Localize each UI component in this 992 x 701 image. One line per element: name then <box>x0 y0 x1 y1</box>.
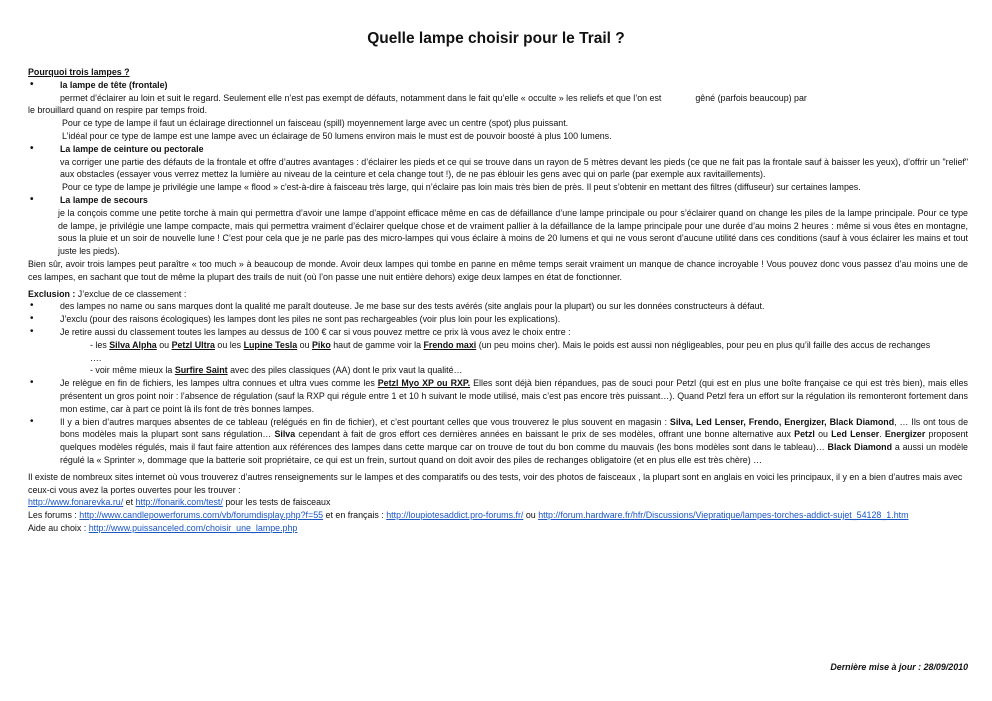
exclusion-item-4 <box>28 377 968 415</box>
resources-help-line <box>28 522 968 535</box>
dash2-text-2: avec des piles classiques (AA) dont le prix vaut la qualité… <box>227 365 463 376</box>
head-lamp-label: • la lampe de tête (frontale) <box>28 79 968 92</box>
item5-text-2: , … Ils ont tous de bons modèles mais la plupart sont sans régulation… <box>60 416 969 440</box>
why-heading: Pourquoi trois lampes ? <box>28 67 130 77</box>
item5-led-lenser: Led Lenser <box>831 429 880 440</box>
resources-tests-line <box>28 496 968 509</box>
item5-brands: Silva, Led Lenser, Frendo, Energizer, Black Diamond <box>669 416 895 427</box>
exclusion-dash-1 <box>28 339 968 365</box>
document-title: Quelle lampe choisir pour le Trail ? <box>367 30 625 47</box>
petzl-ultra-link: Petzl Ultra <box>171 339 215 350</box>
dash1-text-5: haut de gamme voir la <box>330 339 424 350</box>
head-lamp-line2: le brouillard quand on respire par temps froid. <box>28 105 208 116</box>
exclusion-dash-2 <box>28 364 968 377</box>
item5-black-diamond: Black Diamond <box>827 442 893 453</box>
backup-lamp-para: je la conçois comme une petite torche à main qui permettra d’avoir une lampe d’appoint efficace même en cas de défaillance d’une lampe principale ou pour s’éclairer quand on change les piles de la lampe principale. Pour ce type de lampe, je privilégie une lampe compacte, mais qui permettra vraiment d’éclairer quelque chose et de vraiment pallier à la défaillance de la lampe principale pour une durée d’au moins 2 heures : même si vous êtes en montagne, sous la pluie et un soir de nouvelle lune ! C’est pour cela que je ne parle pas des micro-lampes qui vous éclaire à moins de 20 lumens et qui ne vous seront d’aucune utilité dans ces conditions (sauf à vous éclairer les mains et tout juste les pieds). <box>58 207 968 257</box>
exclusion-item-1: • des lampes no name ou sans marques dont la qualité me paraît douteuse. Je me base sur des tests avérés (site anglais pour la plupart) ou sur les données constructeurs à défaut. <box>28 300 968 313</box>
frendo-maxi-link: Frendo maxi <box>423 339 477 350</box>
exclusion-item-5 <box>28 416 968 467</box>
backup-lamp-label: • La lampe de secours <box>28 194 968 207</box>
item4-text-2: Elles sont déjà bien répandues, pas de souci pour Petzl (qui est en plus une boîte française ce qui est très bien), mais elles présentent un gros point noir : l’absence de régulation (sauf la RXP qui régule entre 1 et 10 h suivant le mode utilisé, mais c’est pas encore très puissant…). Quand Petzl fera un effort sur la régulation ils remonteront fortement dans mon estime, car à part ce point là ils font de très bonnes lampes. <box>60 378 968 414</box>
exclusion-label: Exclusion : <box>28 288 76 299</box>
item5-silva: Silva <box>274 429 296 440</box>
fonarevka-link[interactable]: http://www.fonarevka.ru/ <box>28 497 124 508</box>
exclusion-item-3: • Je retire aussi du classement toutes les lampes au dessus de 100 € car si vous pouvez mettre ce prix là vous avez le choix entre : <box>28 326 968 339</box>
belt-lamp-label: • La lampe de ceinture ou pectorale <box>28 143 968 156</box>
candlepower-link[interactable]: http://www.candlepowerforums.com/vb/forumdisplay.php?f=55 <box>79 510 324 521</box>
hardware-forum-link[interactable]: http://forum.hardware.fr/hfr/Discussions/Viepratique/lampes-torches-addict-sujet_54128_1.htm <box>538 510 909 521</box>
item5-text-1: Il y a bien d’autres marques absentes de ce tableau (relégués en fin de fichier), et c’est pourtant celles que vous trouverez le plus souvent en magasin : <box>60 416 670 427</box>
item5-energizer: Energizer <box>884 429 926 440</box>
item5-text-7: a aussi un modèle régulé la « Sprinter », dommage que la batterie soit propriétaire, ce qui est un frein, surtout quand on doit avoir des piles de rechanges obligatoire (et en plus elle est très chère) … <box>60 442 968 465</box>
help-label: Aide au choix : <box>28 522 89 533</box>
belt-lamp-para1: va corriger une partie des défauts de la frontale et offre d’autres avantages : d’éclairer les pieds et ce qui se trouve dans un rayon de 5 mètres devant les pieds (ce que ne fait pas la frontale sauf à baisser les yeux), d’offrir un "relief" aux obstacles (essayer vous verrez mettez la lumière au niveau de la ceinture et cela change tout !), de ne pas éblouir les gens avec qui on parle (par exemple aux ravitaillements). <box>60 156 968 180</box>
item5-petzl: Petzl <box>794 429 815 440</box>
surfire-saint-link: Surfire Saint <box>174 365 228 376</box>
loupiotes-link[interactable]: http://loupiotesaddict.pro-forums.fr/ <box>386 510 524 521</box>
head-lamp-line3: Pour ce type de lampe il faut un éclairage directionnel un faisceau (spill) moyennement large avec un centre (spot) plus puissant. <box>62 118 569 129</box>
item4-text-1: Je relègue en fin de fichiers, les lampes ultra connues et ultra vues comme les <box>60 378 378 389</box>
or-text: ou <box>523 510 539 521</box>
resources-forums-line <box>28 509 968 522</box>
last-update: Dernière mise à jour : 28/09/2010 <box>830 662 968 672</box>
petzl-myo-link: Petzl Myo XP ou RXP. <box>377 378 471 389</box>
dash1-text-2: ou <box>156 339 172 350</box>
forums-fr-text: et en français : <box>323 510 387 521</box>
head-lamp-line1a: permet d’éclairer au loin et suit le regard. Seulement elle n’est pas exempt de défauts, notamment dans le fait qu’elle « occulte » les reliefs et que l’on est <box>60 92 662 103</box>
lupine-tesla-link: Lupine Tesla <box>243 339 298 350</box>
document-body <box>28 66 968 535</box>
silva-alpha-link: Silva Alpha <box>109 339 157 350</box>
head-lamp-line4: L’idéal pour ce type de lampe est une lampe avec un éclairage de 50 lumens environ mais le must est de pouvoir boosté à plus 100 lumens. <box>62 130 612 141</box>
dash2-text-1: - voir même mieux la <box>90 365 175 376</box>
item5-text-3: cependant à fait de gros effort ces dernières années en baissant le prix de ses modèles, offrant une bonne alternative aux <box>295 429 795 440</box>
dash1-text-4: ou <box>297 339 312 350</box>
forums-label: Les forums : <box>28 510 80 521</box>
exclusion-item-2: • J’exclu (pour des raisons écologiques) les lampes dont les piles ne sont pas rechargeables (voir plus loin pour les explications). <box>28 313 968 326</box>
dash1-text-1: - les <box>90 339 110 350</box>
belt-lamp-para2: Pour ce type de lampe je privilégie une lampe « flood » c'est-à-dire à faisceau très large, qui n’éclaire pas loin mais très bien de près. Il peut s’obtenir en mettant des filtres (diffuseur) sur certaines lampes. <box>62 182 861 193</box>
item5-text-6: proposent quelques modèles régulés, mais il faut faire attention aux références des lampes dans cette marque car on trouve de tout du bon comme du mauvais (les bons modèles sont dans le tableau)… <box>60 429 968 453</box>
exclusion-intro-text: J’exclue de ce classement : <box>75 288 187 299</box>
fonarik-link[interactable]: http://fonarik.com/test/ <box>135 497 223 508</box>
head-lamp-text <box>28 92 968 105</box>
puissanceled-link[interactable]: http://www.puissanceled.com/choisir_une_lampe.php <box>88 522 298 533</box>
dash1-text-6: (un peu moins cher). Mais le poids est aussi non négligeables, pour peu en plus qu’il faille des accus de rechanges …. <box>90 339 931 363</box>
dash1-text-3: ou les <box>214 339 244 350</box>
resources-intro: Il existe de nombreux sites internet où vous trouverez d’autres renseignements sur le lampes et des comparatifs ou des tests, voir des photos de faisceaux , la plupart sont en anglais en voici les principaux, il y en a bien d’autres mais avec ceux-ci vous avez la portes ouvertes pour les trouver : <box>28 471 963 495</box>
tests-text: pour les tests de faisceaux <box>222 497 331 508</box>
head-lamp-line1b: gêné (parfois beaucoup) par <box>695 92 807 103</box>
why-conclusion: Bien sûr, avoir trois lampes peut paraître « too much » à beaucoup de monde. Avoir deux lampes qui tombe en panne en même temps serait vraiment un manque de chance incroyable ! Vous pouvez donc vous passez d’au moins une de ces lampes, en sachant que tout de même la plupart des trails de nuit (où l’on passe une nuit entière dehors) exige deux lampes en état de fonctionner. <box>28 258 968 282</box>
item5-text-4: ou <box>814 429 832 440</box>
exclusion-intro <box>28 288 968 301</box>
piko-link: Piko <box>312 339 331 350</box>
and-text: et <box>123 497 136 508</box>
item5-text-5: . <box>879 429 885 440</box>
